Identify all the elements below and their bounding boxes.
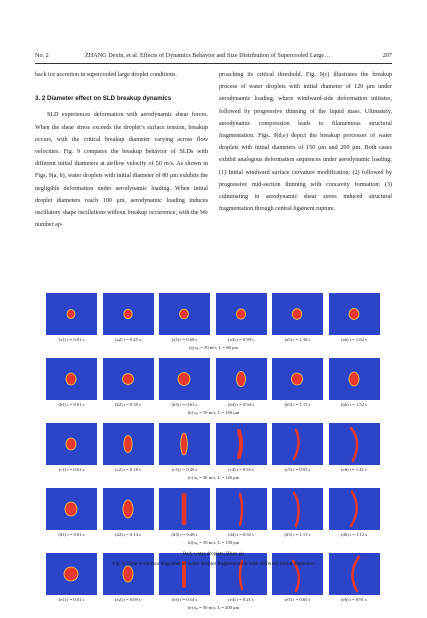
- figure-row: [46, 488, 381, 553]
- panel-label: (a1) t = 0.01 s: [58, 337, 85, 342]
- droplet-image: [329, 488, 380, 530]
- droplet-image: [329, 553, 380, 595]
- droplet-image: [103, 358, 154, 400]
- droplet-panel: [46, 293, 97, 335]
- row-label: (e) u₀ = 50 m/s, L = 200 μm: [187, 605, 240, 610]
- droplet-image: [272, 553, 323, 595]
- droplet-panel: [46, 553, 97, 595]
- panel-label: (d6) t = 1.12 s: [341, 532, 367, 537]
- panel-label: (c3) t = 0.48 s: [171, 467, 198, 472]
- panel-label: (a4) t = 0.98 s: [228, 337, 254, 342]
- row-label: (a) u₀ = 50 m/s, L = 80 μm: [188, 345, 238, 350]
- right-column: [219, 69, 392, 215]
- left-column: [35, 69, 208, 231]
- panel-label: (c2) t = 0.18 s: [115, 467, 141, 472]
- droplet-image: [103, 423, 154, 465]
- panel-label: (d4) t = 0.92 s: [228, 532, 254, 537]
- droplet-image: [46, 553, 97, 595]
- droplet-panel: [103, 423, 154, 465]
- header-rule: [35, 63, 392, 64]
- panel-label: (d3) t = 0.48 s: [171, 532, 198, 537]
- panel-label: (e4) t = 0.21 s: [228, 597, 254, 602]
- panel-label: (d5) t = 1.13 s: [284, 532, 311, 537]
- droplet-panel: [103, 358, 154, 400]
- droplet-panel: [216, 293, 267, 335]
- droplet-panel: [272, 488, 323, 530]
- panel-label: (d1) t = 0.01 s: [58, 532, 85, 537]
- droplet-panel: [272, 423, 323, 465]
- droplet-image: [159, 358, 210, 400]
- droplet-image: [216, 488, 267, 530]
- row-label: (d) u₀ = 50 m/s, L = 150 μm: [187, 540, 240, 545]
- droplet-image: [272, 358, 323, 400]
- section-heading: 3. 2 Diameter effect on SLD breakup dynamics: [35, 95, 172, 103]
- droplet-image: [272, 293, 323, 335]
- panel-label: (a3) t = 0.68 s: [171, 337, 198, 342]
- panel-label: (d2) t = 0.13 s: [115, 532, 141, 537]
- droplet-image: [159, 488, 210, 530]
- panel-label: (e1) t = 0.01 s: [58, 597, 85, 602]
- droplet-panel: [329, 488, 380, 530]
- panel-label: (c4) t = 0.55 s: [228, 467, 254, 472]
- row-label: (b) u₀ = 50 m/s, L = 100 μm: [187, 410, 240, 415]
- droplet-panel: [103, 488, 154, 530]
- figure-legend: Red: water droplets; Blue: air: [182, 551, 245, 557]
- droplet-image: [46, 358, 97, 400]
- panel-label: (a5) t = 1.38 s: [284, 337, 311, 342]
- droplet-image: [216, 358, 267, 400]
- droplet-panel: [216, 423, 267, 465]
- droplet-panel: [46, 488, 97, 530]
- droplet-panel: [272, 293, 323, 335]
- droplet-image: [159, 553, 210, 595]
- panel-label: (b5) t = 1.13 s: [284, 402, 311, 407]
- page-number: 207: [382, 52, 392, 59]
- panel-label: (b4) t = 0.94 s: [228, 402, 254, 407]
- panel-label: (e5) t = 0.65 s: [284, 597, 311, 602]
- panel-label: (b6) t = 1.52 s: [341, 402, 367, 407]
- paragraph: proaching its critical threshold. Fig. 9(c) illustrates the breakup process of water droplets with initial diameter of 120 μm under aerodynamic loading, where windward-side deformation initiates, followed by progressive thinning of the liquid mass. Ultimately, aerodynamic compression leads to filamentous structural fragmentation. Figs. 9(d,e) depict the breakup processes of water droplets with initial diameters of 150 μm and 200 μm. Both cases exhibit analogous deformation sequences under aerodynamic loading: (1) Initial windward surface curvature modification; (2) followed by progressive mid-section thinning with concavity formation; (3) culminating in aerodynamic shear stress induced structural fragmentation through central ligament rupture.: [219, 72, 392, 213]
- droplet-image: [46, 423, 97, 465]
- panel-label: (b1) t = 0.01 s: [58, 402, 85, 407]
- droplet-panel: [159, 358, 210, 400]
- droplet-panel: [159, 488, 210, 530]
- droplet-panel: [103, 553, 154, 595]
- panel-label: (e3) t = 0.14 s: [171, 597, 198, 602]
- paragraph: SLD experiences deformation with aerodynamic shear forces. When the shear stress exceeds the droplet’s surface tension, breakup occurs, with the critical breakup diameter varying across flow velocities. Fig. 9 compares the breakup behavior of SLDs with different initial diameters at airflow velocity of 50 m/s. As shown in Figs. 9(a, b), water droplets with initial diameter of 80 μm exhibits the negligible deformation under aerodynamic loading. When initial droplet diameters reach 100 μm, aerodynamic loading induces oscillatory shape oscillations without breakup occurrence, with the We number ap-: [35, 112, 208, 229]
- issue-number: No. 2: [35, 52, 49, 59]
- running-title: ZHANG Dexin, et al. Effects of Dynamics Behavior and Size Distribution of Supercooled Large…: [85, 52, 331, 59]
- droplet-image: [46, 293, 97, 335]
- droplet-image: [159, 423, 210, 465]
- droplet-panel: [46, 358, 97, 400]
- droplet-image: [216, 553, 267, 595]
- droplet-image: [216, 423, 267, 465]
- panel-label: (e2) t = 0.09 s: [115, 597, 141, 602]
- droplet-panel: [216, 553, 267, 595]
- droplet-image: [272, 488, 323, 530]
- paragraph: back ice accretion in supercooled large droplet conditions.: [35, 72, 178, 78]
- droplet-image: [216, 293, 267, 335]
- droplet-image: [46, 488, 97, 530]
- droplet-panel: [159, 423, 210, 465]
- panel-label: (c6) t = 1.41 s: [341, 467, 367, 472]
- droplet-image: [329, 358, 380, 400]
- figure-row: [46, 293, 381, 358]
- droplet-panel: [272, 358, 323, 400]
- droplet-image: [272, 423, 323, 465]
- droplet-image: [329, 293, 380, 335]
- row-label: (c) u₀ = 50 m/s, L = 120 μm: [187, 475, 240, 480]
- figure-caption: Fig. 9 Time evolution diagrams of water droplet fragmentation with different initial diameters: [112, 561, 315, 567]
- droplet-panel: [216, 358, 267, 400]
- panel-label: (a2) t = 0.45 s: [115, 337, 141, 342]
- droplet-panel: [159, 293, 210, 335]
- panel-label: (e6) t = 0.91 s: [341, 597, 367, 602]
- droplet-panel: [216, 488, 267, 530]
- panel-label: (b2) t = 0.39 s: [115, 402, 141, 407]
- figure-9: [46, 293, 381, 618]
- droplet-image: [103, 293, 154, 335]
- panel-label: (c5) t = 0.93 s: [284, 467, 311, 472]
- droplet-panel: [46, 423, 97, 465]
- figure-row: [46, 358, 381, 423]
- droplet-image: [103, 488, 154, 530]
- panel-label: (c1) t = 0.01 s: [58, 467, 85, 472]
- figure-row: [46, 423, 381, 488]
- droplet-image: [103, 553, 154, 595]
- droplet-panel: [329, 358, 380, 400]
- droplet-panel: [103, 293, 154, 335]
- droplet-panel: [329, 423, 380, 465]
- droplet-panel: [159, 553, 210, 595]
- panel-label: (b3) t = 0.63 s: [171, 402, 198, 407]
- droplet-panel: [329, 553, 380, 595]
- droplet-image: [329, 423, 380, 465]
- droplet-image: [159, 293, 210, 335]
- panel-label: (a6) t = 1.62 s: [341, 337, 367, 342]
- droplet-panel: [272, 553, 323, 595]
- droplet-panel: [329, 293, 380, 335]
